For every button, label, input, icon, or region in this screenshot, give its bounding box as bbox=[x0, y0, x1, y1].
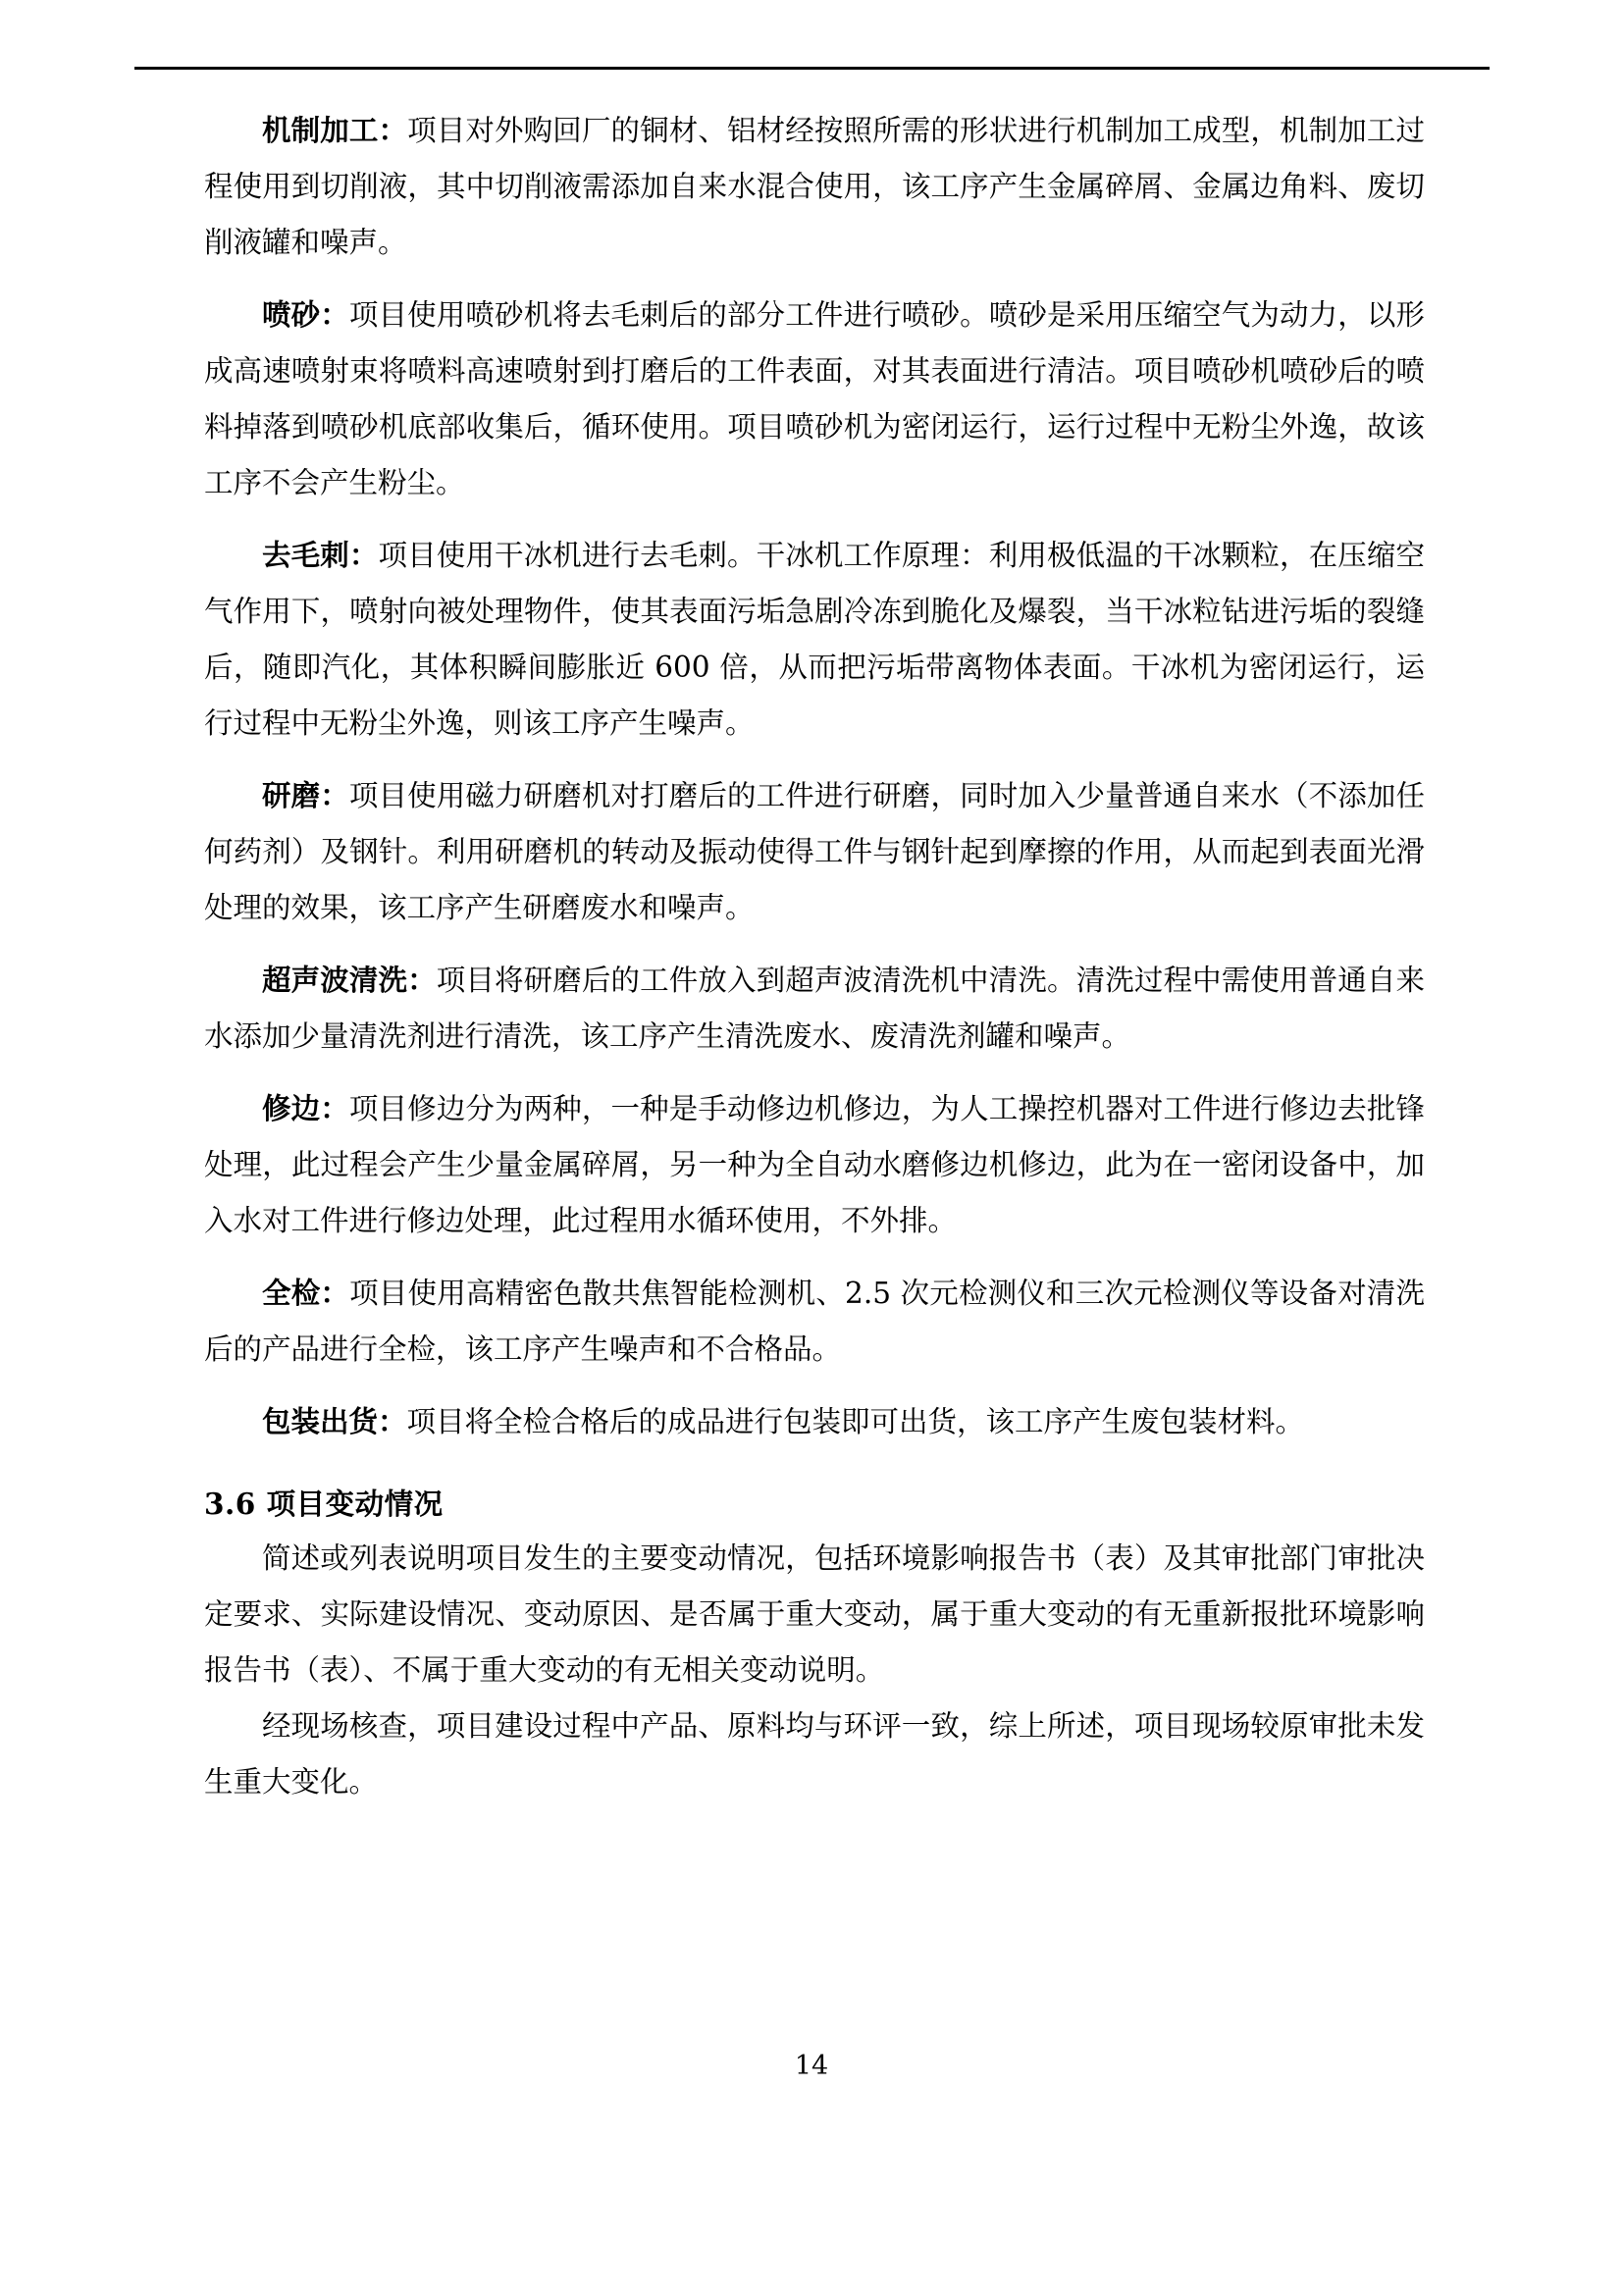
paragraph-machining bbox=[204, 102, 1425, 271]
paragraph-text: 项目使用干冰机进行去毛刺。干冰机工作原理：利用极低温的干冰颗粒，在压缩空气作用下，喷射向被处理物件，使其表面污垢急剧冷冻到脆化及爆裂，当干冰粒钻进污垢的裂缝后，随即汽化，其体积瞬间膨胀近 600 倍，从而把污垢带离物体表面。干冰机为密闭运行，运行过程中无粉尘外逸，则该工序产生噪声。 bbox=[204, 539, 1425, 740]
paragraph-text: 项目对外购回厂的铜材、铝材经按照所需的形状进行机制加工成型，机制加工过程使用到切削液，其中切削液需添加自来水混合使用，该工序产生金属碎屑、金属边角料、废切削液罐和噪声。 bbox=[204, 114, 1425, 259]
paragraph-packaging-shipment bbox=[204, 1393, 1425, 1450]
paragraph-trimming bbox=[204, 1080, 1425, 1249]
paragraph-sandblasting bbox=[204, 287, 1425, 511]
section-heading-3-6: 3.6 项目变动情况 bbox=[204, 1487, 444, 1521]
section-paragraph-2: 经现场核查，项目建设过程中产品、原料均与环评一致，综上所述，项目现场较原审批未发生重大变化。 bbox=[204, 1709, 1425, 1799]
paragraph-text: 项目将全检合格后的成品进行包装即可出货，该工序产生废包装材料。 bbox=[406, 1405, 1305, 1438]
paragraph-lead: 喷砂： bbox=[262, 297, 349, 332]
page-number: 14 bbox=[794, 2051, 829, 2081]
paragraph-lead: 包装出货： bbox=[262, 1404, 407, 1438]
page-footer bbox=[0, 2047, 1623, 2086]
paragraph-full-inspection bbox=[204, 1265, 1425, 1378]
section-paragraph-1: 简述或列表说明项目发生的主要变动情况，包括环境影响报告书（表）及其审批部门审批决定要求、实际建设情况、变动原因、是否属于重大变动，属于重大变动的有无重新报批环境影响报告书（表）、不属于重大变动的有无相关变动说明。 bbox=[204, 1541, 1425, 1687]
document-body bbox=[204, 102, 1425, 1810]
paragraph-grinding bbox=[204, 767, 1425, 936]
paragraph-ultrasonic-cleaning bbox=[204, 952, 1425, 1065]
paragraph-text: 项目修边分为两种，一种是手动修边机修边，为人工操控机器对工件进行修边去批锋处理，此过程会产生少量金属碎屑，另一种为全自动水磨修边机修边，此为在一密闭设备中，加入水对工件进行修边处理，此过程用水循环使用，不外排。 bbox=[204, 1092, 1425, 1237]
paragraph-text: 项目使用磁力研磨机对打磨后的工件进行研磨，同时加入少量普通自来水（不添加任何药剂）及钢针。利用研磨机的转动及振动使得工件与钢针起到摩擦的作用，从而起到表面光滑处理的效果，该工序产生研磨废水和噪声。 bbox=[204, 779, 1425, 924]
paragraph-lead: 去毛刺： bbox=[262, 538, 379, 572]
paragraph-lead: 修边： bbox=[262, 1091, 349, 1125]
paragraph-text: 项目将研磨后的工件放入到超声波清洗机中清洗。清洗过程中需使用普通自来水添加少量清洗剂进行清洗，该工序产生清洗废水、废清洗剂罐和噪声。 bbox=[204, 964, 1425, 1053]
page-header bbox=[0, 0, 1623, 73]
paragraph-lead: 机制加工： bbox=[262, 113, 408, 147]
paragraph-text: 项目使用喷砂机将去毛刺后的部分工件进行喷砂。喷砂是采用压缩空气为动力，以形成高速喷射束将喷料高速喷射到打磨后的工件表面，对其表面进行清洁。项目喷砂机喷砂后的喷料掉落到喷砂机底部收集后，循环使用。项目喷砂机为密闭运行，运行过程中无粉尘外逸，故该工序不会产生粉尘。 bbox=[204, 298, 1425, 499]
paragraph-lead: 研磨： bbox=[262, 778, 349, 812]
header-divider bbox=[134, 67, 1490, 70]
paragraph-deburring bbox=[204, 527, 1425, 752]
paragraph-lead: 全检： bbox=[262, 1276, 350, 1310]
paragraph-text: 项目使用高精密色散共焦智能检测机、2.5 次元检测仪和三次元检测仪等设备对清洗后的产品进行全检，该工序产生噪声和不合格品。 bbox=[204, 1277, 1425, 1366]
paragraph-lead: 超声波清洗： bbox=[262, 963, 437, 997]
